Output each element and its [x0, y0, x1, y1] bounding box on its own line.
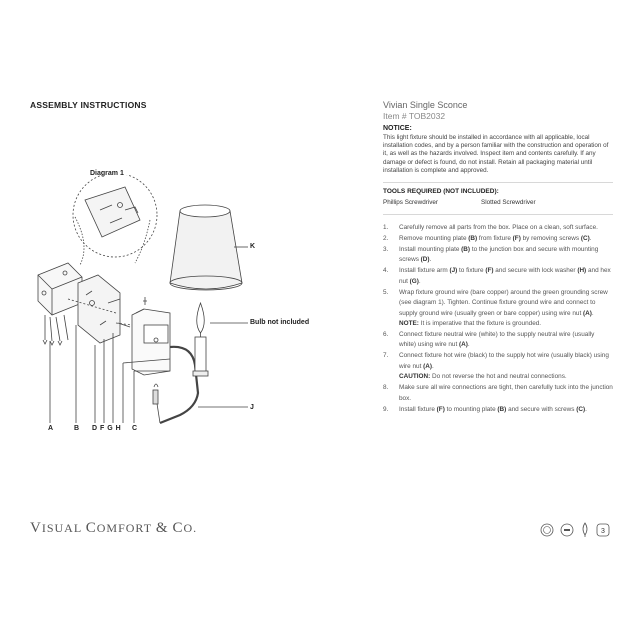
step-number: 2.: [383, 235, 389, 243]
step-number: 8.: [383, 384, 389, 392]
step-text: Make sure all wire connections are tight, then carefully tuck into the junction box.: [399, 384, 613, 402]
step-text: Install mounting plate (B) to the junction box and secure with mounting screws (D).: [399, 246, 599, 264]
label-bulb-not-included: Bulb not included: [250, 319, 310, 326]
step-item: [383, 245, 613, 266]
bulb-count: 3: [601, 528, 605, 535]
label-d-f-g-h: D F G H: [92, 425, 121, 432]
step-text: Install fixture arm (J) to fixture (F) and secure with lock washer (H) and hex nut (G).: [399, 267, 611, 285]
tools-heading: TOOLS REQUIRED (NOT INCLUDED):: [383, 188, 499, 196]
step-number: 9.: [383, 405, 389, 413]
steps-list: [383, 223, 613, 415]
product-name: Vivian Single Sconce: [383, 100, 468, 110]
bulb-outline: [197, 303, 205, 333]
junction-box: [38, 263, 82, 315]
damp-location-icon: [560, 523, 574, 537]
step-item: [383, 223, 613, 233]
step-text: Connect fixture neutral wire (white) to the supply neutral wire (usually white) using wire nut (A).: [399, 331, 595, 349]
step-number: 5.: [383, 288, 389, 296]
label-a: A: [48, 425, 54, 432]
step-number: 4.: [383, 267, 389, 275]
instructions-column: [383, 100, 613, 416]
step-item: [383, 383, 613, 404]
divider: [383, 214, 613, 215]
tool-slotted: Slotted Screwdriver: [481, 199, 536, 207]
label-j: J: [250, 404, 254, 411]
certification-icons: [540, 522, 610, 538]
diagram-1-label: Diagram 1: [90, 170, 124, 177]
etl-listed-icon: [540, 523, 554, 537]
step-number: 6.: [383, 331, 389, 339]
step-number: 3.: [383, 246, 389, 254]
bulb-count-icon: [596, 523, 610, 537]
step-text: Connect fixture hot wire (black) to the supply hot wire (usually black) using wire nut (A). CAUTION: Do not reverse the hot and neutral connections.: [399, 352, 609, 381]
notice-heading: NOTICE:: [383, 125, 412, 132]
label-c: C: [132, 425, 138, 432]
tool-phillips: Phillips Screwdriver: [383, 199, 438, 207]
step-item: [383, 351, 613, 382]
brand-wordmark: VISUAL COMFORT & CO.: [30, 520, 198, 536]
step-text: Carefully remove all parts from the box. Place on a clean, soft surface.: [399, 224, 598, 232]
mounting-plate: [78, 275, 120, 343]
step-text: Remove mounting plate (B) from fixture (F) by removing screws (C).: [399, 235, 592, 243]
step-item: [383, 266, 613, 287]
diagram-plate: [85, 187, 140, 237]
step-number: 1.: [383, 224, 389, 232]
step-item: [383, 234, 613, 244]
step-text: Wrap fixture ground wire (bare copper) around the green grounding screw (see diagram 1). Tighten. Continue fixture ground wire and connect to supply ground wire (usually green or bare copper) using wire nut (A). NOTE: It is imperative that the fixture is grounded.: [399, 288, 608, 328]
assembly-diagram: [20, 175, 300, 445]
tools-list: [383, 199, 613, 206]
step-item: [383, 288, 613, 330]
item-number: Item # TOB2032: [383, 111, 446, 121]
lamp-shade: [170, 207, 242, 289]
notice-body: This light fixture should be installed in accordance with all applicable, local installation codes, and by a person familiar with the construction and operation of it, as well as the hazards involved. Inspect item and contents carefully. If any damage or defect is found, do not install. Retain all packaging material until installation is complete and approved.: [383, 134, 609, 174]
step-item: [383, 330, 613, 351]
label-k: K: [250, 243, 256, 250]
divider: [383, 182, 613, 183]
bulb-icon: [580, 522, 590, 538]
step-number: 7.: [383, 352, 389, 360]
step-item: [383, 405, 613, 415]
label-b: B: [74, 425, 80, 432]
step-text: Install fixture (F) to mounting plate (B) and secure with screws (C).: [399, 405, 587, 413]
candle-sleeve: [195, 337, 206, 373]
assembly-instructions-title: ASSEMBLY INSTRUCTIONS: [30, 100, 147, 110]
